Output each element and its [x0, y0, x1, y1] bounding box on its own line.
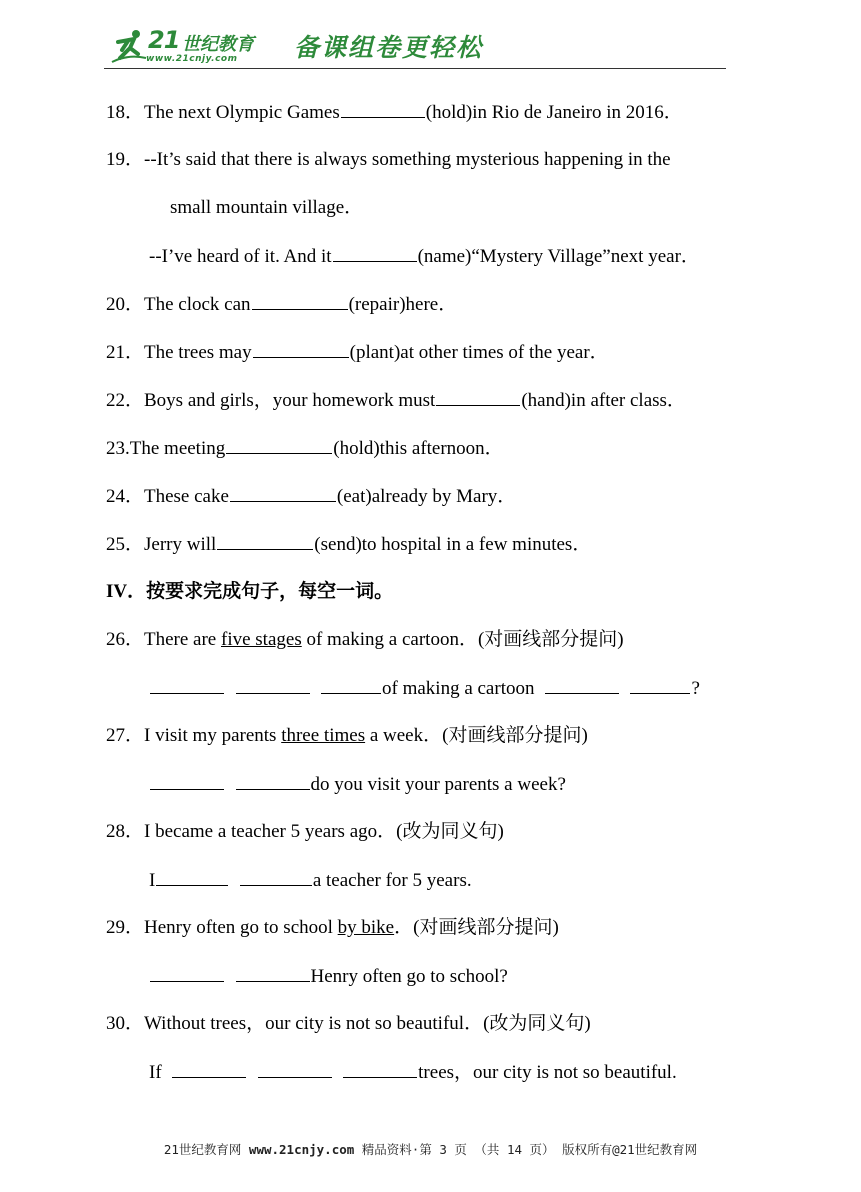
answer-blank[interactable]	[240, 868, 312, 886]
answer-blank[interactable]	[341, 100, 425, 118]
question-text: a week．(对画线部分提问)	[365, 725, 588, 746]
question-26	[106, 628, 624, 652]
question-28: 28．I became a teacher 5 years ago．(改为同义句)	[106, 821, 504, 842]
answer-text: ?	[691, 678, 700, 699]
question-text: (repair)here．	[348, 294, 458, 315]
question-text: 29．Henry often go to school	[106, 917, 338, 938]
answer-blank[interactable]	[150, 772, 224, 790]
question-text: 25．Jerry will	[106, 534, 217, 555]
header-slogan: 备课组卷更轻松	[294, 33, 484, 62]
question-19	[106, 148, 671, 172]
question-text: 22．Boys and girls，your homework must	[106, 390, 436, 411]
footer-text: 精品资料·第 3 页 （共 14 页） 版权所有@21世纪教育网	[354, 1142, 698, 1157]
question-22	[106, 388, 686, 413]
underlined-phrase: three times	[281, 725, 366, 746]
answer-blank[interactable]	[230, 484, 336, 502]
question-text: 26．There are	[106, 629, 221, 650]
question-19-continuation	[170, 196, 363, 220]
question-text: (eat)already by Mary．	[336, 486, 517, 507]
underlined-phrase: by bike	[337, 917, 395, 938]
answer-text: trees，our city is not so beautiful.	[418, 1062, 677, 1083]
answer-blank[interactable]	[150, 676, 224, 694]
question-text: (plant)at other times of the year．	[349, 342, 609, 363]
question-text: 24．These cake	[106, 486, 229, 507]
logo-number: 21	[148, 26, 180, 54]
page-footer	[0, 1140, 861, 1158]
question-text: 19．--It’s said that there is always something mysterious happening in the	[106, 149, 671, 170]
answer-blank[interactable]	[321, 676, 381, 694]
site-logo	[104, 24, 284, 68]
answer-blank[interactable]	[252, 292, 348, 310]
footer-site-link[interactable]: www.21cnjy.com	[248, 1142, 355, 1157]
question-18	[106, 100, 683, 125]
question-21	[106, 340, 609, 365]
question-text: (hold)this afternoon．	[333, 438, 504, 459]
footer-text: 21世纪教育网	[163, 1142, 249, 1157]
answer-line-30	[149, 1060, 677, 1085]
logo-text: 世纪教育	[182, 34, 254, 55]
answer-blank[interactable]	[236, 964, 310, 982]
question-text: ．(对画线部分提问)	[394, 917, 559, 938]
question-text: (hold)in Rio de Janeiro in 2016．	[425, 102, 683, 123]
question-text: 21．The trees may	[106, 342, 252, 363]
logo-url: www.21cnjy.com	[146, 54, 238, 64]
answer-text: If	[149, 1062, 162, 1083]
underlined-phrase: five stages	[221, 629, 302, 650]
answer-blank[interactable]	[630, 676, 690, 694]
question-27	[106, 724, 588, 748]
question-text: (hand)in after class．	[521, 390, 686, 411]
question-25	[106, 532, 591, 557]
question-text: 20．The clock can	[106, 294, 251, 315]
answer-blank[interactable]	[236, 676, 310, 694]
question-24	[106, 484, 516, 509]
answer-blank[interactable]	[172, 1060, 246, 1078]
question-text: 23.The meeting	[106, 438, 226, 459]
question-text: small mountain village．	[170, 197, 364, 218]
answer-blank[interactable]	[253, 340, 349, 358]
question-30: 30．Without trees，our city is not so beautiful．(改为同义句)	[106, 1013, 591, 1034]
answer-blank[interactable]	[343, 1060, 417, 1078]
header-divider	[104, 68, 726, 69]
question-text: --I’ve heard of it. And it	[149, 246, 332, 267]
answer-line-26	[149, 676, 700, 701]
answer-blank[interactable]	[258, 1060, 332, 1078]
question-20	[106, 292, 457, 317]
answer-line-27	[149, 772, 566, 797]
answer-blank[interactable]	[150, 964, 224, 982]
answer-text: Henry often go to school?	[310, 966, 508, 987]
question-29	[106, 916, 559, 940]
answer-blank[interactable]	[436, 388, 520, 406]
question-text: of making a cartoon．(对画线部分提问)	[301, 629, 624, 650]
answer-blank[interactable]	[333, 244, 417, 262]
answer-line-28	[149, 868, 472, 893]
answer-text: I	[149, 870, 156, 891]
section-title: IV．按要求完成句子，每空一词。	[106, 581, 394, 602]
runner-logo-icon	[110, 28, 148, 64]
answer-line-29	[149, 964, 508, 989]
answer-blank[interactable]	[236, 772, 310, 790]
question-23	[106, 436, 504, 461]
answer-text: do you visit your parents a week?	[310, 774, 566, 795]
question-text: 18．The next Olympic Games	[106, 102, 340, 123]
answer-text: a teacher for 5 years.	[312, 870, 472, 891]
question-text: (name)“Mystery Village”next year．	[417, 246, 700, 267]
answer-blank[interactable]	[226, 436, 332, 454]
answer-blank[interactable]	[545, 676, 619, 694]
answer-blank[interactable]	[217, 532, 313, 550]
question-text: 27．I visit my parents	[106, 725, 282, 746]
answer-text: of making a cartoon	[382, 678, 535, 699]
question-text: (send)to hospital in a few minutes．	[314, 534, 592, 555]
page-header	[104, 22, 726, 70]
answer-blank[interactable]	[156, 868, 228, 886]
question-19-response	[149, 244, 700, 269]
